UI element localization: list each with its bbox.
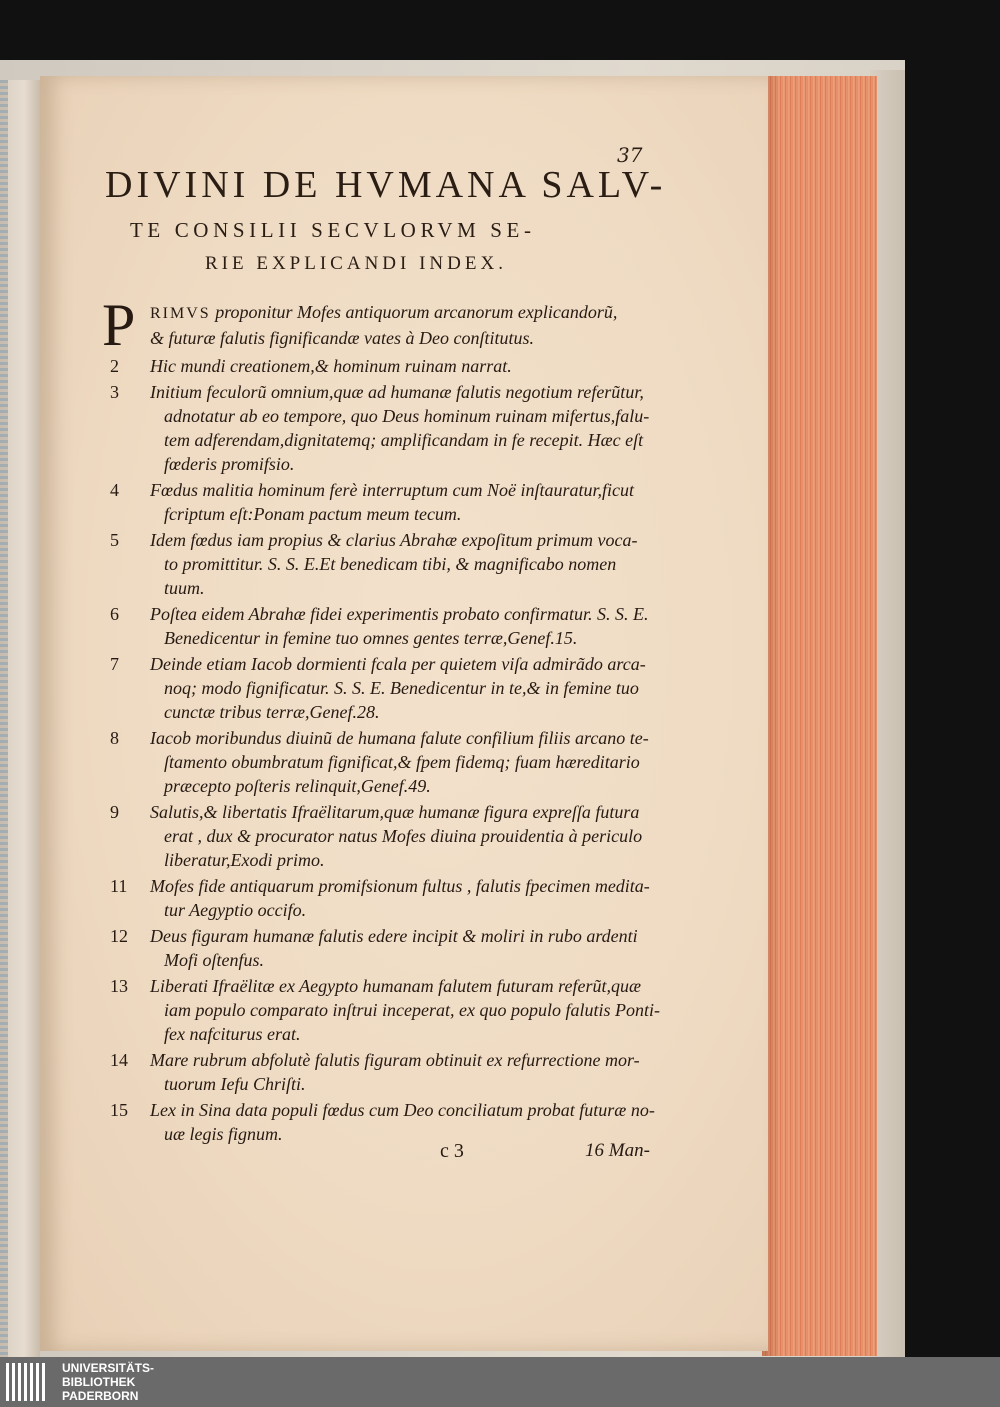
index-body: [102, 292, 670, 1148]
entry-line: Idem fœdus iam propius & clarius Abrahæ expoſitum primum voca-: [150, 530, 638, 550]
index-entry: [110, 924, 670, 972]
entry-line: adnotatur ab eo tempore, quo Deus hominum ruinam mifertus,falu-: [164, 406, 650, 426]
index-entry: [110, 874, 670, 922]
first-entry-line-1: [110, 300, 670, 326]
index-entry: [110, 1098, 670, 1146]
entry-number: 14: [110, 1050, 128, 1070]
entry-line: to promittitur. S. S. E.Et benedicam tibi, & magnificabo nomen: [164, 554, 617, 574]
entry-line: Iacob moribundus diuinũ de humana falute confilium filiis arcano te-: [150, 728, 649, 748]
entry-number: 13: [110, 976, 128, 996]
entry-number: 9: [110, 802, 119, 822]
entry-line: Fœdus malitia hominum ferè interruptum cum Noë inſtauratur,ficut: [150, 480, 634, 500]
first-entry: [102, 292, 670, 358]
first-entry-smallcaps: RIMVS: [150, 305, 211, 322]
index-entry: [110, 354, 670, 378]
entry-line: uæ legis fignum.: [164, 1124, 283, 1144]
index-entry: [110, 528, 670, 600]
title-line-3: RIE EXPLICANDI INDEX.: [205, 253, 507, 274]
title-line-2: TE CONSILII SECVLORVM SE-: [130, 218, 536, 242]
footer-bar: [0, 1357, 1000, 1407]
entry-number: 12: [110, 926, 128, 946]
entry-line: Mare rubrum abfolutè falutis figuram obtinuit ex refurrectione mor-: [150, 1050, 640, 1070]
entry-line: liberatur,Exodi primo.: [164, 850, 325, 870]
entry-line: Deus figuram humanæ falutis edere incipit & moliri in rubo ardenti: [150, 926, 638, 946]
entry-number: 8: [110, 728, 119, 748]
logo-line-3: PADERBORN: [62, 1389, 139, 1403]
library-logo-icon: [6, 1363, 50, 1401]
first-entry-line-2: & futuræ falutis fignificandæ vates à Deo conſtitutus.: [150, 328, 534, 348]
entry-number: 7: [110, 654, 119, 674]
entry-line: Liberati Ifraëlitæ ex Aegypto humanam falutem futuram referũt,quæ: [150, 976, 641, 996]
index-entry: [110, 478, 670, 526]
entry-line: ſtamento obumbratum fignificat,& fpem fidemq; fuam hæreditario: [164, 752, 640, 772]
entry-line: fcriptum eſt:Ponam pactum meum tecum.: [164, 504, 462, 524]
drop-initial: P: [102, 292, 136, 358]
entry-line: Mofes fide antiquarum promifsionum fultus , falutis fpecimen medita-: [150, 876, 650, 896]
left-page-edge: [0, 80, 8, 1357]
entry-line: tur Aegyptio occifo.: [164, 900, 307, 920]
entry-number: 5: [110, 530, 119, 550]
entry-number: 3: [110, 382, 119, 402]
page-number: 37: [617, 143, 643, 167]
index-entry: [110, 602, 670, 650]
library-logo-text: [62, 1361, 154, 1403]
entry-line: tuum.: [164, 578, 205, 598]
entry-line: iam populo comparato inſtrui inceperat, ex quo populo falutis Ponti-: [164, 1000, 660, 1020]
catchword: 16 Man-: [585, 1140, 650, 1161]
entry-line: tem adferendam,dignitatemq; amplificandam in fe recepit. Hæc eſt: [164, 430, 644, 450]
entry-number: 11: [110, 876, 128, 896]
index-entry: [110, 380, 670, 476]
index-entry: [110, 652, 670, 724]
entry-line: præcepto poſteris relinquit,Genef.49.: [164, 776, 431, 796]
entry-line: Poſtea eidem Abrahæ fidei experimentis probato confirmatur. S. S. E.: [150, 604, 649, 624]
entry-line: Deinde etiam Iacob dormienti fcala per quietem viſa admirãdo arca-: [150, 654, 646, 674]
index-entry: [110, 726, 670, 798]
entry-line: erat , dux & procurator natus Mofes diuina prouidentia à periculo: [164, 826, 643, 846]
entry-number: 4: [110, 480, 119, 500]
index-entry: [110, 1048, 670, 1096]
index-entry: [110, 800, 670, 872]
entry-line: Salutis,& libertatis Ifraëlitarum,quæ humanæ figura expreſſa futura: [150, 802, 640, 822]
entry-line: cunctæ tribus terræ,Genef.28.: [164, 702, 380, 722]
title-line-1: DIVINI DE HVMANA SALV-: [105, 164, 667, 206]
entry-number: 15: [110, 1100, 128, 1120]
entry-line: Initium feculorũ omnium,quæ ad humanæ falutis negotium referũtur,: [150, 382, 644, 402]
entry-line: Hic mundi creationem,& hominum ruinam narrat.: [150, 356, 512, 376]
entry-line: fœderis promifsio.: [164, 454, 295, 474]
logo-line-2: BIBLIOTHEK: [62, 1375, 136, 1389]
entry-number: 6: [110, 604, 119, 624]
entry-line: noq; modo fignificatur. S. S. E. Benedicentur in te,& in femine tuo: [164, 678, 639, 698]
entry-line: Lex in Sina data populi fœdus cum Deo conciliatum probat futuræ no-: [150, 1100, 655, 1120]
entry-line: Mofi oſtenfus.: [164, 950, 264, 970]
logo-line-1: UNIVERSITÄTS-: [62, 1361, 155, 1375]
entry-line: fex nafciturus erat.: [164, 1024, 301, 1044]
entry-line: Benedicentur in femine tuo omnes gentes terræ,Genef.15.: [164, 628, 578, 648]
entry-line: tuorum Iefu Chriſti.: [164, 1074, 306, 1094]
entry-number: 2: [110, 356, 119, 376]
signature-mark: c 3: [440, 1140, 464, 1162]
entry-list: [110, 354, 670, 1146]
index-entry: [110, 974, 670, 1046]
first-entry-line-1-text: proponitur Mofes antiquorum arcanorum explicandorũ,: [210, 302, 618, 322]
